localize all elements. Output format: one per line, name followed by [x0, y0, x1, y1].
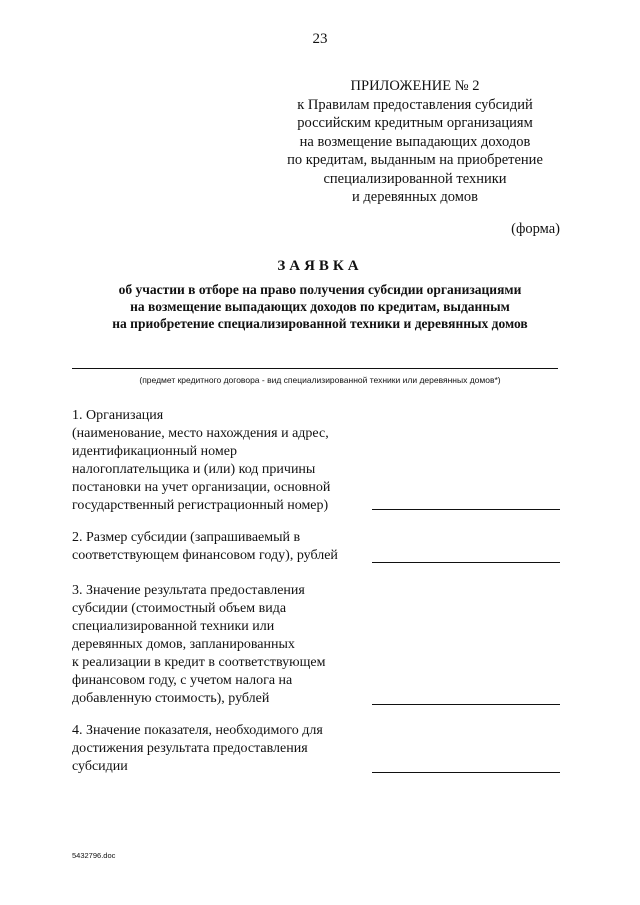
- footer-filename: 5432796.doc: [72, 851, 116, 860]
- form-label: (форма): [511, 221, 560, 237]
- item-line: добавленную стоимость), рублей: [72, 691, 270, 706]
- document-subtitle: [60, 281, 580, 332]
- item-line: соответствующем финансовом году), рублей: [72, 548, 338, 563]
- item-line: 4. Значение показателя, необходимого для: [72, 723, 323, 738]
- form-item-indicator-value: [72, 722, 367, 776]
- appendix-line: и деревянных домов: [352, 189, 478, 205]
- result-value-fill-line[interactable]: [372, 704, 560, 705]
- subject-fill-line[interactable]: [72, 368, 558, 369]
- document-title: ЗАЯВКА: [277, 258, 363, 274]
- item-line: (наименование, место нахождения и адрес,: [72, 426, 329, 441]
- appendix-line: на возмещение выпадающих доходов: [299, 133, 531, 150]
- subsidy-amount-fill-line[interactable]: [372, 562, 560, 563]
- form-item-organization: [72, 407, 367, 515]
- item-line: налогоплательщика и (или) код причины: [72, 462, 316, 477]
- appendix-line: к Правилам предоставления субсидий: [297, 96, 533, 113]
- item-line: 3. Значение результата предоставления: [72, 583, 305, 598]
- appendix-line: по кредитам, выданным на приобретение: [287, 152, 543, 168]
- subject-caption: (предмет кредитного договора - вид специализированной техники или деревянных домов*): [139, 375, 501, 385]
- subtitle-line: об участии в отборе на право получения субсидии организациями: [118, 282, 522, 297]
- item-line: 1. Организация: [72, 408, 164, 423]
- item-line: специализированной техники или: [72, 619, 275, 634]
- form-item-subsidy-amount: [72, 529, 367, 565]
- item-line: субсидии (стоимостный объем вида: [72, 601, 287, 616]
- item-line: постановки на учет организации, основной: [72, 480, 331, 495]
- subtitle-line: на возмещение выпадающих доходов по кредитам, выданным: [130, 299, 510, 314]
- organization-fill-line[interactable]: [372, 509, 560, 510]
- appendix-line: российским кредитным организациям: [297, 115, 533, 131]
- form-item-result-value: [72, 582, 367, 708]
- item-line: 2. Размер субсидии (запрашиваемый в: [72, 530, 301, 545]
- subtitle-line: на приобретение специализированной техники и деревянных домов: [112, 316, 528, 331]
- appendix-header: [280, 77, 550, 207]
- item-line: государственный регистрационный номер): [72, 498, 329, 513]
- appendix-title: ПРИЛОЖЕНИЕ № 2: [350, 78, 480, 94]
- item-line: деревянных домов, запланированных: [72, 637, 295, 652]
- item-line: к реализации в кредит в соответствующем: [72, 655, 326, 670]
- appendix-line: специализированной техники: [323, 170, 507, 187]
- item-line: идентификационный номер: [72, 444, 237, 459]
- page-number: 23: [312, 31, 328, 47]
- item-line: достижения результата предоставления: [72, 741, 308, 756]
- item-line: финансовом году, с учетом налога на: [72, 673, 293, 688]
- indicator-value-fill-line[interactable]: [372, 772, 560, 773]
- item-line: субсидии: [72, 759, 128, 774]
